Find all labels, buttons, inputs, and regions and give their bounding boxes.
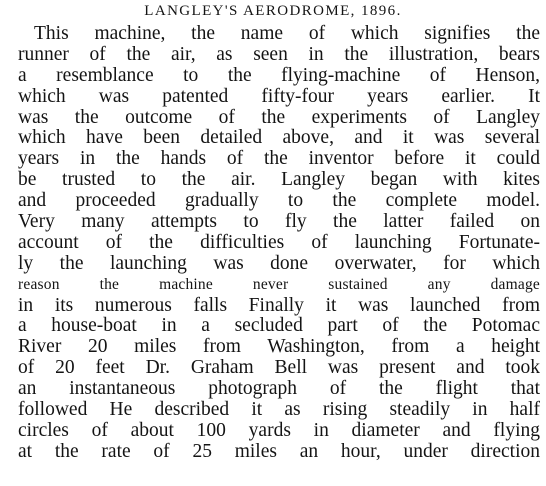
text-line: and proceeded gradually to the complete model. xyxy=(18,190,540,212)
text-line: This machine, the name of which signifies the xyxy=(34,23,540,44)
text-line: circles of about 100 yards in diameter and flying xyxy=(18,419,540,441)
text-line: River 20 miles from Washington, from a height xyxy=(18,336,540,358)
text-line: which was patented fifty-four years earlier. It xyxy=(18,85,540,107)
text-line: was the outcome of the experiments of Langley xyxy=(18,106,540,128)
text-line: a house-boat in a secluded part of the Potomac xyxy=(18,315,540,337)
text-line: of 20 feet Dr. Graham Bell was present and took xyxy=(18,357,540,379)
text-line: reason the machine never sustained any damage xyxy=(18,275,540,293)
body-paragraph xyxy=(0,24,546,463)
text-line: at the rate of 25 miles an hour, under direction xyxy=(18,440,540,462)
text-line: ly the launching was done overwater, for which xyxy=(18,252,540,274)
page-header: LANGLEY'S AERODROME, 1896. xyxy=(144,3,402,19)
text-line: Very many attempts to fly the latter failed on xyxy=(18,211,540,233)
text-line: an instantaneous photograph of the flight that xyxy=(18,378,540,400)
text-line: followed He described it as rising steadily in half xyxy=(18,399,540,421)
text-line: runner of the air, as seen in the illustration, bears xyxy=(18,43,540,65)
text-line: which have been detailed above, and it was several xyxy=(18,127,540,149)
text-line: years in the hands of the inventor before it could xyxy=(18,148,540,170)
text-line: a resemblance to the flying-machine of Henson, xyxy=(18,64,540,86)
text-line: in its numerous falls Finally it was launched from xyxy=(18,294,540,316)
text-line: be trusted to the air. Langley began with kites xyxy=(18,169,540,191)
text-line: account of the difficulties of launching Fortunate- xyxy=(18,231,540,253)
